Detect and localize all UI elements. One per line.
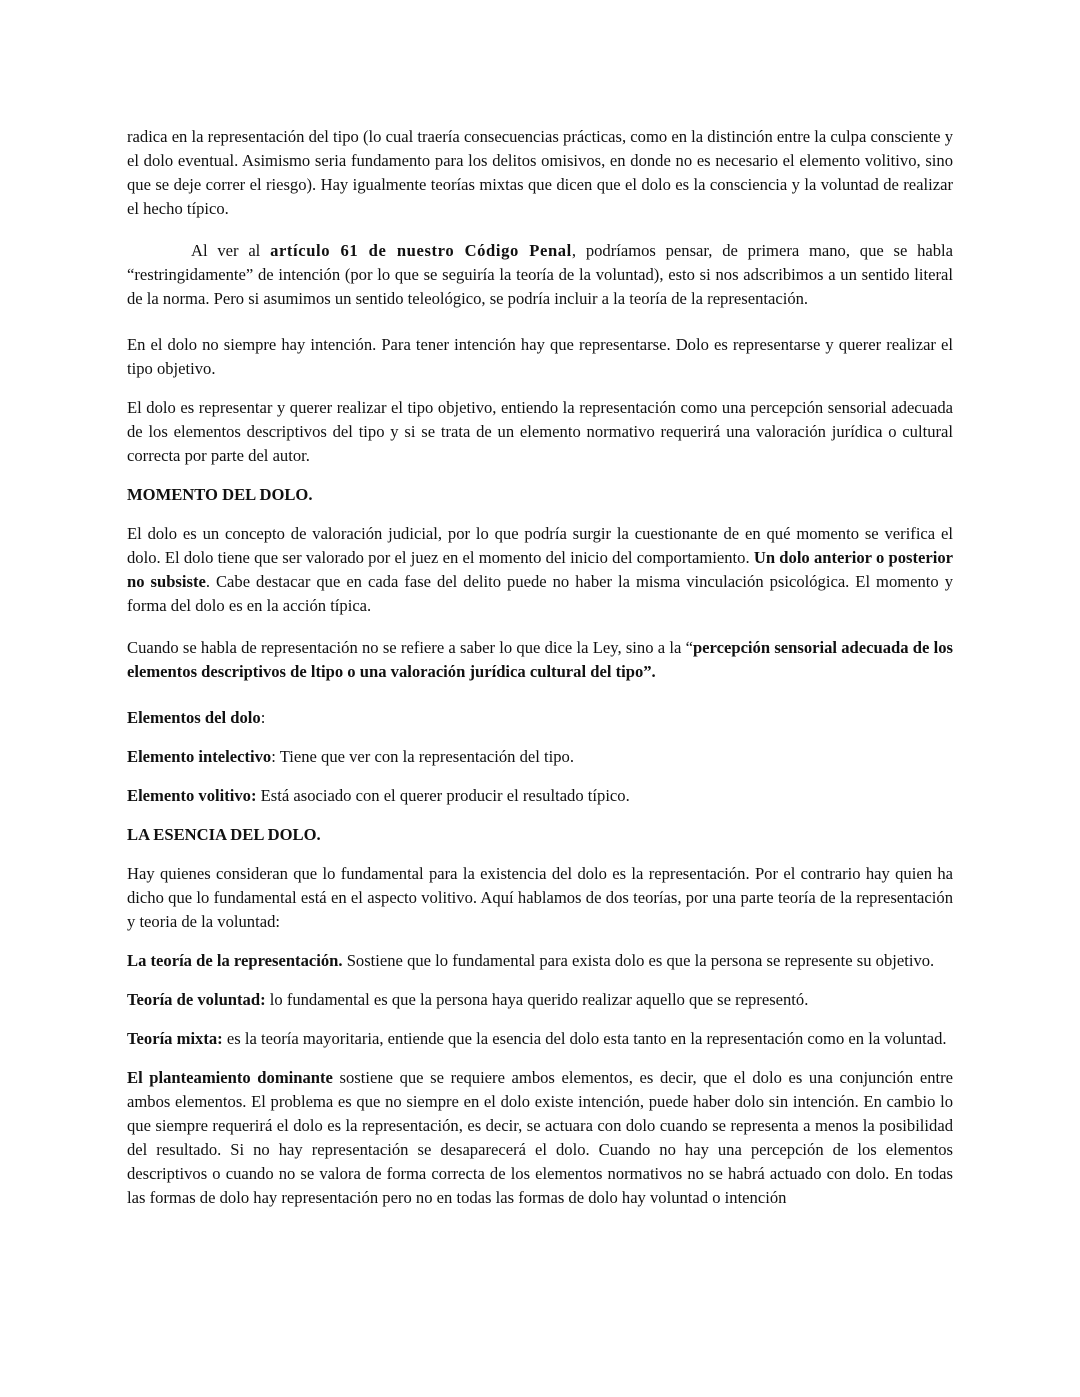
paragraph-momento-text-a: El dolo es un concepto de valoración judicial, por lo que podría surgir la cuestionante de en qué momento se verifica el dolo. El dolo tiene que ser valorado por el juez en el momento del inicio del comportamiento. [127, 524, 953, 567]
elemento-volitivo-label: Elemento volitivo: [127, 786, 257, 805]
paragraph-elemento-intelectivo [127, 745, 953, 769]
paragraph-planteamiento-dominante [127, 1066, 953, 1210]
teoria-voluntad-label: Teoría de voluntad: [127, 990, 266, 1009]
paragraph-intention: En el dolo no siempre hay intención. Para tener intención hay que representarse. Dolo es representarse y querer realizar el tipo objetivo. [127, 335, 953, 378]
teoria-mixta-text: es la teoría mayoritaria, entiende que la esencia del dolo esta tanto en la representación como en la voluntad. [222, 1029, 947, 1048]
paragraph-esencia: Hay quienes consideran que lo fundamental para la existencia del dolo es la representación. Por el contrario hay quien ha dicho que lo fundamental está en el aspecto volitivo. Aquí hablamos de dos teorías, por una parte teoría de la representación y teoria de la voluntad: [127, 864, 953, 931]
paragraph-representacion [127, 636, 953, 684]
paragraph-representacion-text-a: Cuando se habla de representación no se refiere a saber lo que dice la Ley, sino a la “ [127, 638, 693, 657]
paragraph-momento-bold: Un dolo anterior o posterior no subsiste [127, 548, 954, 591]
elemento-intelectivo-label: Elemento intelectivo [127, 747, 272, 766]
planteamiento-dominante-label: El planteamiento dominante [127, 1068, 333, 1087]
heading-momento-del-dolo [127, 483, 953, 507]
teoria-mixta-label: Teoría mixta: [127, 1029, 223, 1048]
paragraph-theories-intro: radica en la representación del tipo (lo cual traería consecuencias prácticas, como en la distinción entre la culpa consciente y el dolo eventual. Asimismo seria fundamento para los delitos omisivos, en donde no es necesario el elemento volitivo, sino que se deje correr el riesgo). Hay igualmente teorías mixtas que dicen que el dolo es la consciencia y la voluntad de realizar el hecho típico. [127, 127, 953, 218]
heading-elementos-del-dolo-colon: : [260, 708, 266, 727]
heading-esencia-del-dolo [127, 823, 953, 847]
paragraph-teoria-voluntad [127, 988, 953, 1012]
paragraph-momento-text-c: . Cabe destacar que en cada fase del delito puede no haber la misma vinculación psicológica. El momento y forma del dolo es en la acción típica. [127, 572, 953, 615]
teoria-voluntad-text: lo fundamental es que la persona haya querido realizar aquello que se representó. [265, 990, 809, 1009]
teoria-representacion-label: La teoría de la representación. [127, 951, 343, 970]
heading-esencia-del-dolo-text: LA ESENCIA DEL DOLO. [127, 825, 321, 844]
paragraph-teoria-mixta [127, 1027, 953, 1051]
teoria-representacion-text: Sostiene que lo fundamental para exista dolo es que la persona se represente su objetivo. [342, 951, 935, 970]
elemento-volitivo-text: Está asociado con el querer producir el resultado típico. [256, 786, 630, 805]
planteamiento-dominante-text: sostiene que se requiere ambos elementos, es decir, que el dolo es una conjunción entre ambos elementos. El problema es que no siempre en el dolo existe intención, puede haber dolo sin intención. En cambio lo que siempre requerirá el dolo es la representación, es decir, se actuara con dolo cuando se representa a menos la posibilidad del resultado. Si no hay representación se desaparecerá el dolo. Cuando no hay una percepción de los elementos descriptivos o cuando no se valora de forma correcta de los elementos normativos no se habrá actuado con dolo. En todas las formas de dolo hay representación pero no en todas las formas de dolo hay voluntad o intención [127, 1068, 953, 1207]
document-body [127, 125, 953, 1210]
paragraph-elemento-volitivo [127, 784, 953, 808]
paragraph-representacion-bold: percepción sensorial adecuada de los elementos descriptivos de ltipo o una valoración jurídica cultural del tipo”. [127, 638, 953, 681]
heading-elementos-del-dolo [127, 706, 953, 730]
paragraph-definition: El dolo es representar y querer realizar el tipo objetivo, entiendo la representación como una percepción sensorial adecuada de los elementos descriptivos del tipo y si se trata de un elemento normativo requerirá una valoración jurídica o cultural correcta por parte del autor. [127, 398, 953, 465]
elemento-intelectivo-text: : Tiene que ver con la representación del tipo. [271, 747, 574, 766]
heading-elementos-del-dolo-bold: Elementos del dolo [127, 708, 261, 727]
paragraph-article-61 [127, 239, 953, 311]
paragraph-teoria-representacion [127, 949, 953, 973]
paragraph-article-61-text-a: Al ver al [191, 241, 271, 260]
paragraph-article-61-text-c: , podríamos pensar, de primera mano, que se habla “restringidamente” de intención (por lo que se seguiría la teoría de la voluntad), esto si nos adscribimos a un sentido literal de la norma. Pero si asumimos un sentido teleológico, se podría incluir a la teoría de la representación. [127, 241, 954, 308]
article-61-reference: artículo 61 de nuestro Código Penal [270, 241, 572, 260]
heading-momento-del-dolo-text: MOMENTO DEL DOLO. [127, 485, 313, 504]
paragraph-momento [127, 522, 953, 618]
